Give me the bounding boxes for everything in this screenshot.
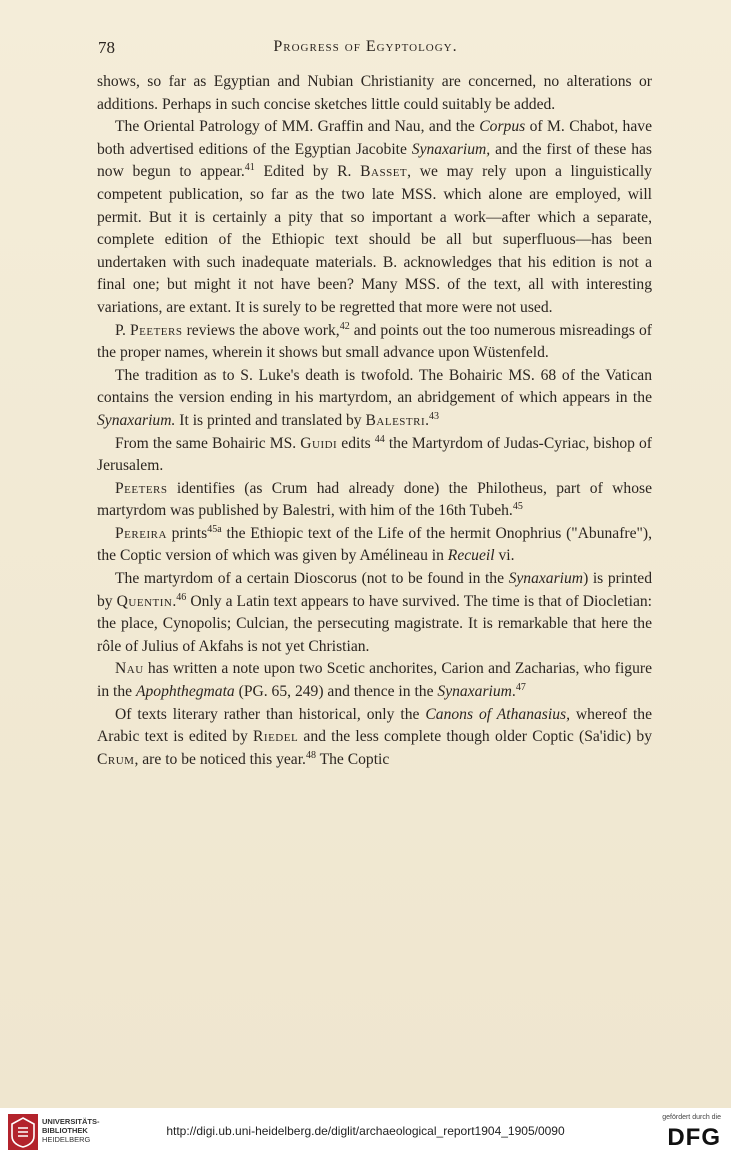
text-run: vi.: [494, 547, 515, 565]
text-run: Of texts literary rather than historical, only the: [115, 705, 426, 723]
text-run: ) is printed by: [97, 570, 652, 610]
footnote-ref: 47: [515, 682, 526, 694]
text-run: , are to be noticed this year.: [134, 750, 306, 768]
text-run: of M. Chabot, have both advertised editions of the Egyptian Jacobite: [97, 118, 652, 158]
small-caps-name: Basset: [360, 163, 408, 181]
footer-bar: [0, 1108, 731, 1155]
text-run: , we may rely upon a linguistically competent publication, so far as the two late MSS. which alone are employed, will permit. But it is certainly a pity that so important a work—after which a separate, complete edition of the Ethiopic text should be all but superfluous—has been undertaken with such inadequate materials. B. acknowledges that his edition is not a final one; but might it not have been? Many MSS. of the text, all with interesting variations, are extant. It is surely to be regretted that more were not used.: [97, 163, 652, 316]
text-run: reviews the above work,: [182, 321, 340, 339]
text-run: The Coptic: [315, 750, 390, 768]
small-caps-name: Crum: [97, 750, 135, 768]
text-run: the Ethiopic text of the Life of the hermit Onophrius ("Abunafre"), the Coptic version of which was given by Amélineau in: [97, 524, 652, 565]
text-run: the Martyrdom of Judas-Cyriac, bishop of Jerusalem.: [97, 434, 653, 475]
running-title: Progress of Egyptology.: [273, 38, 458, 55]
text-run: Edited by R.: [254, 163, 361, 181]
small-caps-name: Riedel: [253, 728, 299, 746]
paragraph: [97, 320, 652, 365]
italic-text: Corpus: [479, 118, 526, 136]
small-caps-name: Guidi: [300, 434, 338, 452]
text-run: whereof the Arabic text is edited by: [97, 705, 653, 746]
italic-text: Recueil: [447, 547, 495, 565]
small-caps-name: Nau: [115, 660, 144, 678]
paragraph: [97, 568, 652, 658]
italic-text: Synaxarium.: [97, 411, 176, 429]
italic-text: Apophthegmata: [135, 683, 235, 701]
paragraph: [97, 116, 652, 319]
small-caps-name: Quentin: [116, 592, 173, 610]
text-run: .: [425, 411, 430, 429]
page-header: [0, 38, 731, 62]
footnote-ref: 46: [176, 591, 187, 603]
text-run: has written a note upon two Scetic anchorites, Carion and Zacharias, who figure in the: [97, 660, 652, 701]
small-caps-name: Peeters: [129, 321, 183, 339]
small-caps-name: Peeters: [115, 479, 168, 497]
text-run: edits: [337, 434, 375, 452]
text-run: It is printed and translated by: [175, 411, 366, 429]
paragraph: [97, 658, 652, 703]
dfg-logo: DFG: [667, 1124, 721, 1151]
text-run: and the first of these has now begun to appear.: [97, 140, 652, 181]
paragraph: [97, 433, 652, 478]
text-run: and points out the too numerous misreadings of the proper names, wherein it shows but small advance upon Wüstenfeld.: [97, 321, 653, 362]
paragraph: [97, 704, 652, 772]
italic-text: Canons of Athanasius,: [425, 705, 570, 723]
footnote-ref: 43: [429, 410, 440, 422]
text-run: Only a Latin text appears to have survived. The time is that of Diocletian: the place, Cynopolis; Culcian, the persecuting magistrate. It is remarkable that here the rôle of Julius of Akfahs is not yet Christian.: [97, 592, 652, 655]
text-run: prints: [166, 524, 208, 542]
text-run: and the less complete though older Coptic (Sa'idic) by: [298, 728, 652, 746]
italic-text: Synaxarium: [508, 570, 584, 588]
italic-text: Synaxarium: [437, 683, 512, 701]
italic-text: Synaxarium,: [411, 140, 491, 158]
university-name-line1: UNIVERSITÄTS-: [42, 1117, 100, 1126]
text-run: The martyrdom of a certain Dioscorus (not to be found in the: [115, 570, 509, 588]
university-name-line2: BIBLIOTHEK: [42, 1126, 88, 1135]
paragraph: [97, 365, 652, 433]
footnote-ref: 45: [512, 501, 523, 513]
text-run: .: [172, 592, 177, 610]
text-run: .: [511, 683, 516, 701]
page-number: 78: [98, 38, 115, 57]
small-caps-name: Pereira: [115, 524, 167, 542]
footnote-ref: 45a: [207, 523, 222, 535]
body-text: [97, 71, 652, 771]
paragraph: [97, 478, 652, 523]
text-run: The tradition as to S. Luke's death is twofold. The Bohairic MS. 68 of the Vatican contains the version ending in his martyrdom, an abridgement of which appears in the: [97, 366, 652, 407]
university-name-line3: HEIDELBERG: [42, 1135, 91, 1144]
text-run: (PG. 65, 249) and thence in the: [234, 683, 438, 701]
text-run: shows, so far as Egyptian and Nubian Christianity are concerned, no alterations or additions. Perhaps in such concise sketches little could suitably be added.: [97, 73, 652, 113]
funding-note: gefördert durch die: [662, 1114, 721, 1121]
text-run: From the same Bohairic MS.: [115, 434, 301, 452]
footnote-ref: 44: [374, 433, 385, 445]
source-url-link[interactable]: http://digi.ub.uni-heidelberg.de/diglit/archaeological_report1904_1905/0090: [166, 1124, 565, 1138]
text-run: The Oriental Patrology of MM. Graffin and Nau, and the: [115, 118, 480, 136]
footnote-ref: 48: [305, 749, 316, 761]
footnote-ref: 42: [339, 320, 350, 332]
small-caps-name: Balestri: [365, 411, 426, 429]
text-run: identifies (as Crum had already done) the Philotheus, part of whose martyrdom was published by Balestri, with him of the 16th Tubeh.: [97, 479, 652, 520]
paragraph: [97, 523, 652, 568]
text-run: P.: [115, 321, 130, 339]
paragraph: [97, 71, 652, 116]
footnote-ref: 41: [244, 162, 255, 174]
